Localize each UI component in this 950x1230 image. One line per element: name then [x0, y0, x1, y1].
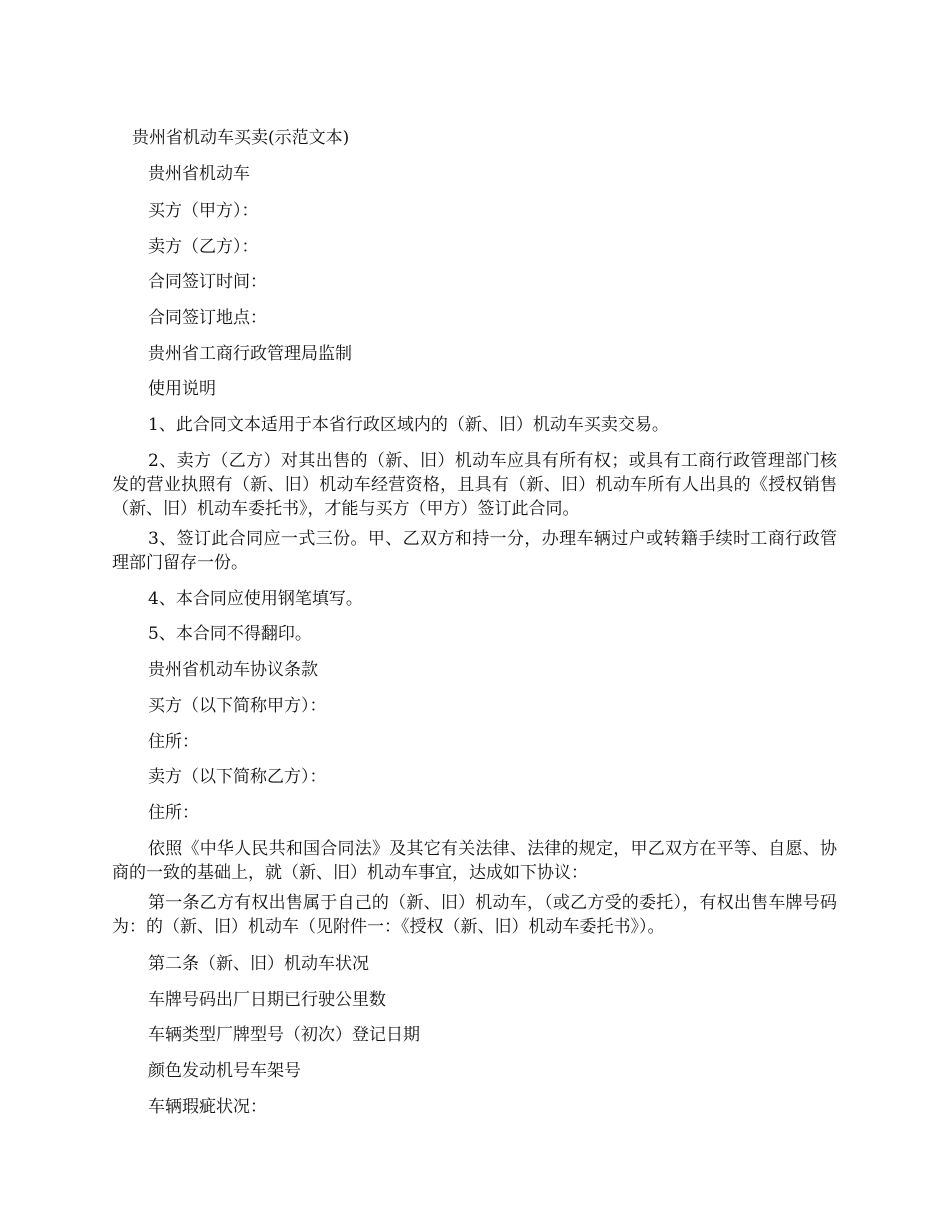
paragraph-party-a: 买方（以下简称甲方）： [148, 696, 327, 716]
paragraph-vehicle-row-3: 颜色发动机号车架号 [148, 1061, 301, 1081]
paragraph-terms-heading: 贵州省机动车协议条款 [148, 660, 318, 680]
paragraph-instruction-5: 5、本合同不得翻印。 [148, 624, 312, 644]
paragraph-sign-place: 合同签订地点： [148, 308, 267, 328]
paragraph-party-b-address: 住所： [148, 803, 199, 823]
paragraph-instructions-heading: 使用说明 [148, 379, 216, 399]
paragraph-vehicle-row-1: 车牌号码出厂日期已行驶公里数 [148, 990, 386, 1010]
paragraph-instruction-2: 2、卖方（乙方）对其出售的（新、旧）机动车应具有所有权；或具有工商行政管理部门核发的营业执照有（新、旧）机动车经营资格，且具有（新、旧）机动车所有人出具的《授权销售（新、旧）机动车委托书》，才能与买方（甲方）签订此合同。 [112, 451, 837, 519]
paragraph-instruction-1: 1、此合同文本适用于本省行政区域内的（新、旧）机动车买卖交易。 [148, 415, 669, 435]
paragraph-party-a-address: 住所： [148, 732, 199, 752]
paragraph-buyer: 买方（甲方）： [148, 201, 259, 221]
paragraph-instruction-3: 3、签订此合同应一式三份。甲、乙双方和持一分，办理车辆过户或转籍手续时工商行政管理部门留存一份。 [112, 529, 837, 573]
paragraph-article-1: 第一条乙方有权出售属于自己的（新、旧）机动车，（或乙方受的委托），有权出售车牌号码为：的（新、旧）机动车（见附件一：《授权（新、旧）机动车委托书》）。 [112, 893, 837, 937]
paragraph-instruction-4: 4、本合同应使用钢笔填写。 [148, 589, 363, 609]
paragraph-party-b: 卖方（以下简称乙方）： [148, 767, 327, 787]
paragraph-seller: 卖方（乙方）： [148, 237, 259, 257]
paragraph-vehicle-defects: 车辆瑕疵状况： [148, 1097, 267, 1117]
paragraph-supervisor: 贵州省工商行政管理局监制 [148, 344, 352, 364]
paragraph-article-2: 第二条（新、旧）机动车状况 [148, 954, 369, 974]
paragraph-sign-time: 合同签订时间： [148, 272, 267, 292]
paragraph-subtitle: 贵州省机动车 [148, 164, 250, 184]
document-title: 贵州省机动车买卖(示范文本) [132, 128, 350, 148]
paragraph-vehicle-row-2: 车辆类型厂牌型号（初次）登记日期 [148, 1025, 420, 1045]
paragraph-preamble: 依照《中华人民共和国合同法》及其它有关法律、法律的规定，甲乙双方在平等、自愿、协商的一致的基础上，就（新、旧）机动车事宜，达成如下协议： [112, 839, 837, 883]
